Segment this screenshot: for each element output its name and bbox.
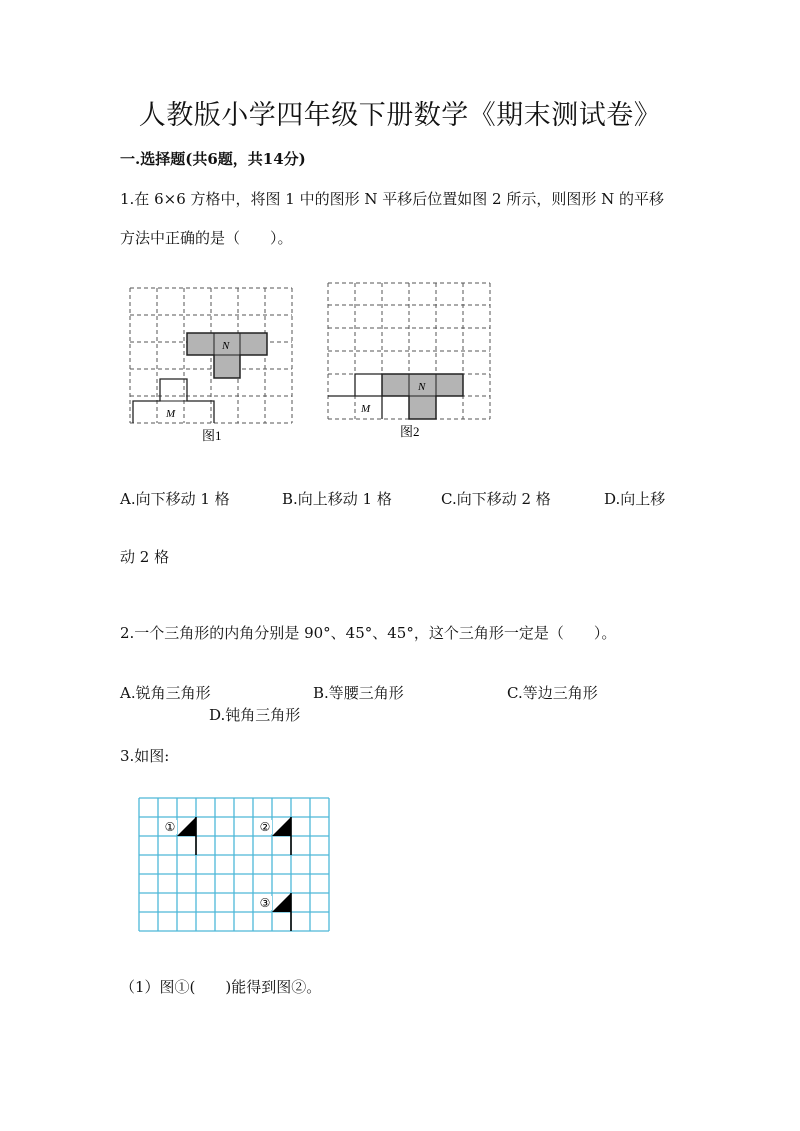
q3-grid-figure [138, 797, 333, 933]
q1-option-d-wrap: 动 2 格 [120, 548, 170, 566]
figure-2-caption: 图2 [400, 424, 420, 439]
q1-figure-2 [328, 283, 498, 443]
q2-option-a[interactable]: A.锐角三角形 [120, 684, 211, 702]
q1-option-b[interactable]: B.向上移动 1 格 [282, 490, 392, 508]
shape-n-label: N [418, 381, 426, 393]
q1-option-c[interactable]: C.向下移动 2 格 [441, 490, 551, 508]
q1-option-d[interactable]: D.向上移 [604, 490, 666, 508]
q3-text: 3.如图: [120, 747, 170, 765]
section-heading: 一.选择题(共6题，共14分) [120, 150, 306, 168]
shape-n-label: N [222, 340, 230, 352]
q2-option-b[interactable]: B.等腰三角形 [313, 684, 404, 702]
q2-text: 2.一个三角形的内角分别是 90°、45°、45°，这个三角形一定是（ ）。 [120, 624, 617, 642]
flag-2-label: ② [259, 820, 271, 834]
flag-3-label: ③ [259, 896, 271, 910]
q1-text-line1: 1.在 6×6 方格中，将图 1 中的图形 N 平移后位置如图 2 所示，则图形 N 的平移 [120, 190, 664, 208]
page-title: 人教版小学四年级下册数学《期末测试卷》 [138, 100, 662, 131]
q3-subquestion-1: （1）图①( )能得到图②。 [120, 978, 322, 996]
q1-option-a[interactable]: A.向下移动 1 格 [120, 490, 230, 508]
shape-m-label: M [166, 408, 176, 420]
q2-option-c[interactable]: C.等边三角形 [507, 684, 598, 702]
figure-1-caption: 图1 [202, 428, 222, 443]
q1-figure-1 [130, 288, 300, 448]
flag-1-label: ① [164, 820, 176, 834]
shape-m-label: M [361, 403, 371, 415]
q2-option-d[interactable]: D.钝角三角形 [209, 706, 301, 724]
q1-text-line2: 方法中正确的是（ ）。 [120, 229, 293, 247]
